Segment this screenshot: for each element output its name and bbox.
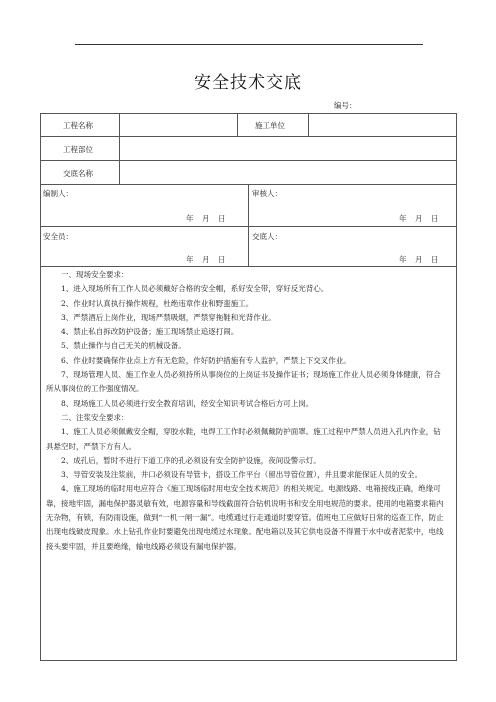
- discloser-label: 交底人：: [252, 232, 282, 241]
- construction-unit-field[interactable]: [309, 119, 455, 134]
- requirement-item: 3、导管安装及注浆前，井口必须设有导管卡，搭设工作平台（留出导管位置），并且要求能保证人员的安全。: [61, 470, 423, 480]
- requirement-item: 1、进入现场所有工作人员必须戴好合格的安全帽，系好安全带，穿好反光背心。: [61, 284, 329, 294]
- header-rule: [75, 44, 423, 45]
- requirement-item: 2、成孔后，暂时不进行下道工序的孔必须设有安全防护设施，夜间设警示灯。: [61, 455, 321, 465]
- discloser-date: 年 月 日: [399, 255, 439, 264]
- requirement-item: 1、施工人员必须佩戴安全帽，穿胶水鞋，电焊工工作时必须佩戴防护面罩。施工过程中严禁人员进入孔内作业，钻具悬空时，严禁下方有人。: [46, 427, 441, 451]
- requirement-item: 6、作业时要确保作业点上方有无危险，作好防护措施有专人监护，严禁上下交叉作业。: [61, 355, 351, 365]
- requirement-item: 4、施工现场的临时用电应符合《施工现场临时用电安全技术规范》的相关规定。电源线路、电箱接线正确，绝缘可靠，接地牢固，漏电保护器灵敏有效，电源容量和导线截面符合钻机说明书和安全用电规范的要求。使用的电箱要求箱内无杂物，有锁，有防雨设施，做到“一机一闸一漏”。电缆通过行走通道时要穿管。值班电工应做好日常的巡查工作，防止出现电线破皮现象。水上钻孔作业时要避免出现电缆过水现象。配电箱以及其它供电设备不得置于水中或者泥浆中，电线接头要牢固，并且要绝缘，输电线路必须设有漏电保护器。: [46, 484, 444, 551]
- form-row-divider: [40, 136, 457, 137]
- project-part-field[interactable]: [120, 140, 455, 158]
- disclosure-content: [46, 268, 448, 554]
- safety-officer-label: 安全员：: [43, 232, 73, 241]
- project-part-label: 工程部位: [63, 145, 93, 154]
- reviewer-date: 年 月 日: [399, 214, 439, 223]
- safety-officer-date: 年 月 日: [186, 255, 226, 264]
- requirement-item: 3、严禁酒后上岗作业，现场严禁吸烟，严禁穿拖鞋和光背作业。: [61, 312, 276, 322]
- requirement-item: 4、禁止私自拆改防护设备；施工现场禁止追逐打闹。: [61, 327, 239, 337]
- requirement-item: 8、现场施工人员必须进行安全教育培训，经安全知识考试合格后方可上岗。: [61, 398, 314, 408]
- column-divider: [237, 113, 238, 136]
- section-heading: 二、注浆安全要求：: [61, 412, 129, 422]
- section-heading: 一、现场安全要求：: [61, 270, 129, 279]
- reviewer-label: 审核人：: [252, 189, 282, 198]
- compiler-label: 编制人：: [43, 189, 73, 198]
- number-label: 编号：: [334, 101, 357, 110]
- form-row-divider: [40, 160, 457, 161]
- project-name-label: 工程名称: [63, 121, 93, 130]
- compiler-date: 年 月 日: [186, 214, 226, 223]
- requirement-item: 7、现场管理人员、施工作业人员必须持所从事岗位的上岗证书及操作证书；现场施工作业人员必须身体健康，符合所从事岗位的工作强度情况。: [46, 370, 441, 394]
- signature-column-divider: [248, 184, 249, 266]
- disclosure-name-label: 交底名称: [63, 169, 93, 178]
- construction-unit-label: 施工单位: [255, 121, 285, 130]
- document-title: 安全技术交底: [194, 73, 302, 93]
- disclosure-name-field[interactable]: [120, 164, 455, 182]
- project-name-field[interactable]: [120, 119, 237, 134]
- requirement-item: 5、禁止操作与自己无关的机械设备。: [61, 341, 186, 351]
- form-row-divider: [40, 266, 457, 267]
- requirement-item: 2、作业时认真执行操作规程，杜绝违章作业和野蛮施工。: [61, 298, 254, 308]
